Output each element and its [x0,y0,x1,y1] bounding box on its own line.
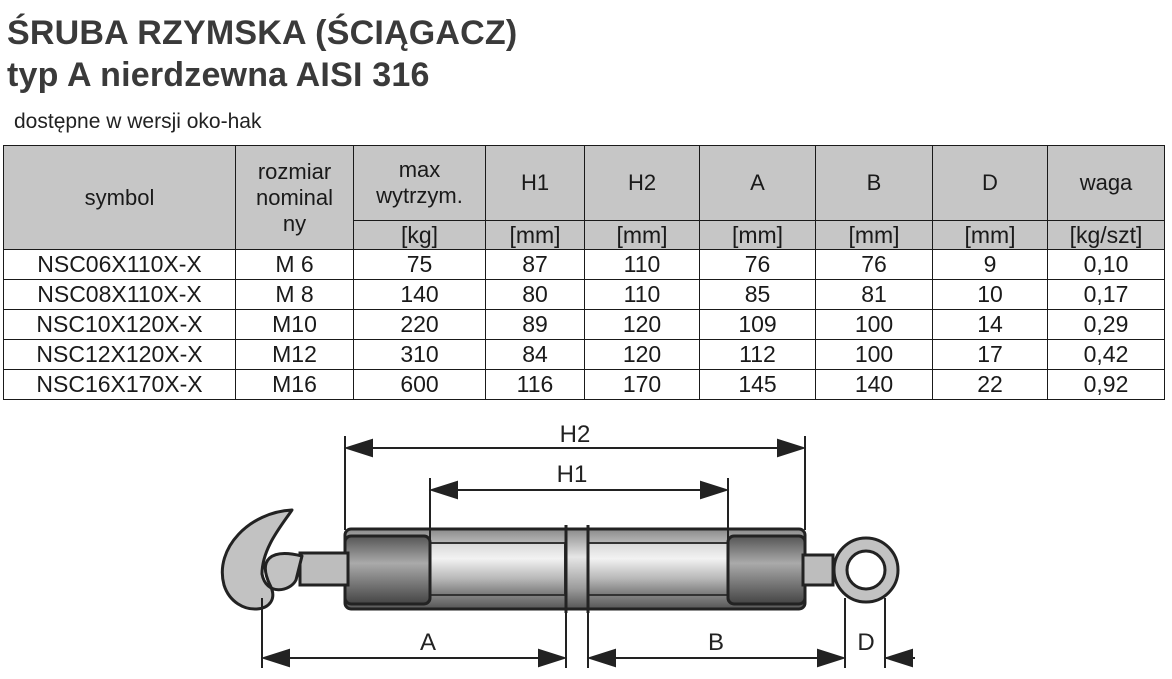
cell-a: 76 [700,250,816,280]
cell-b: 76 [816,250,933,280]
cell-d: 9 [933,250,1048,280]
header-max-line-2: wytrzym. [376,183,463,208]
cell-d: 14 [933,310,1048,340]
cell-symbol: NSC16X170X-X [4,370,236,400]
cell-size: M 8 [236,280,354,310]
label-h2: H2 [559,421,591,448]
title-line-2: typ A nierdzewna AISI 316 [7,56,430,94]
table-row [4,280,1165,310]
spec-table [3,145,1165,400]
unit-weight: [kg/szt] [1048,221,1165,250]
header-symbol: symbol [4,146,236,250]
cell-size: M10 [236,310,354,340]
table-row [4,340,1165,370]
cell-max: 75 [354,250,486,280]
label-a: A [419,629,437,656]
cell-h2: 110 [585,280,700,310]
unit-max: [kg] [354,221,486,250]
cell-weight: 0,17 [1048,280,1165,310]
unit-d: [mm] [933,221,1048,250]
cell-h2: 120 [585,310,700,340]
cell-symbol: NSC06X110X-X [4,250,236,280]
cell-size: M 6 [236,250,354,280]
cell-size: M16 [236,370,354,400]
cell-a: 109 [700,310,816,340]
cell-weight: 0,10 [1048,250,1165,280]
header-max-line-1: max [398,157,441,182]
unit-a: [mm] [700,221,816,250]
header-size [236,146,354,250]
cell-h1: 89 [486,310,585,340]
header-size-line-3: ny [282,210,307,236]
cell-b: 100 [816,340,933,370]
cell-symbol: NSC12X120X-X [4,340,236,370]
header-h1: H1 [486,146,585,221]
cell-h2: 120 [585,340,700,370]
header-size-line-2: nominal [255,184,334,210]
turnbuckle-drawing [0,410,1172,679]
cell-h1: 116 [486,370,585,400]
cell-d: 22 [933,370,1048,400]
unit-h1: [mm] [486,221,585,250]
unit-b: [mm] [816,221,933,250]
cell-h2: 170 [585,370,700,400]
cell-weight: 0,29 [1048,310,1165,340]
cell-h1: 84 [486,340,585,370]
cell-max: 140 [354,280,486,310]
cell-symbol: NSC10X120X-X [4,310,236,340]
dimension-d [885,598,915,668]
header-h2: H2 [585,146,700,221]
page-title [7,12,517,96]
subtitle: dostępne w wersji oko-hak [14,110,262,133]
cell-weight: 0,92 [1048,370,1165,400]
cell-b: 81 [816,280,933,310]
cell-a: 112 [700,340,816,370]
turnbuckle-body [345,525,805,613]
label-b: B [707,629,725,656]
hook-end [222,510,348,609]
cell-d: 10 [933,280,1048,310]
cell-size: M12 [236,340,354,370]
label-h1: H1 [556,461,588,488]
cell-max: 600 [354,370,486,400]
cell-max: 220 [354,310,486,340]
cell-h1: 87 [486,250,585,280]
header-a: A [700,146,816,221]
table-row [4,250,1165,280]
header-d: D [933,146,1048,221]
cell-h1: 80 [486,280,585,310]
cell-b: 100 [816,310,933,340]
cell-a: 145 [700,370,816,400]
table-row [4,370,1165,400]
header-max [354,146,486,221]
unit-h2: [mm] [585,221,700,250]
cell-d: 17 [933,340,1048,370]
eye-end [803,538,898,602]
cell-symbol: NSC08X110X-X [4,280,236,310]
cell-a: 85 [700,280,816,310]
header-size-line-1: rozmiar [257,158,332,184]
title-line-1: ŚRUBA RZYMSKA (ŚCIĄGACZ) [7,14,518,52]
cell-h2: 110 [585,250,700,280]
cell-weight: 0,42 [1048,340,1165,370]
header-b: B [816,146,933,221]
label-d: D [857,629,875,656]
table-row [4,310,1165,340]
cell-b: 140 [816,370,933,400]
cell-max: 310 [354,340,486,370]
header-weight: waga [1048,146,1165,221]
